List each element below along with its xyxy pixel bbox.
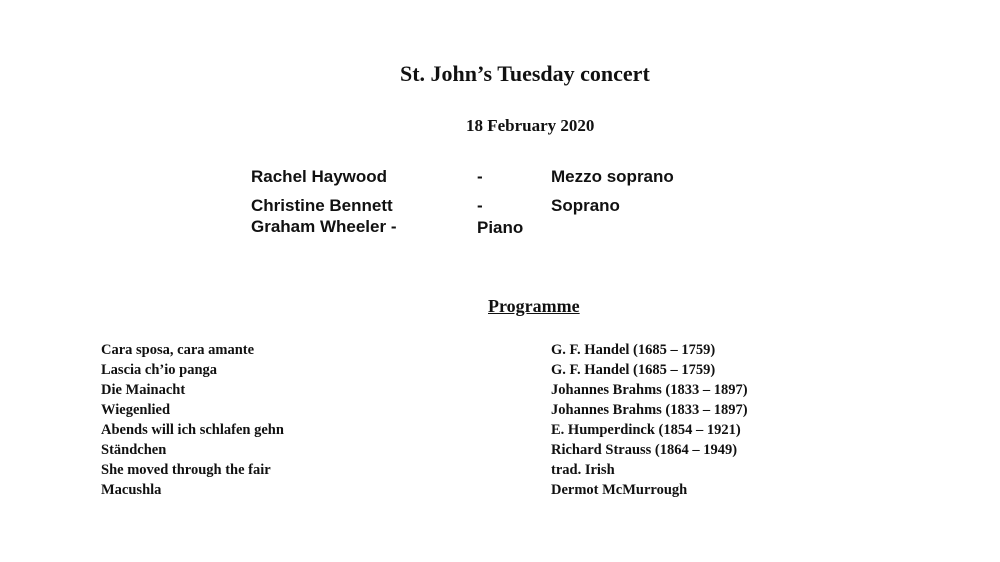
performer-separator: - xyxy=(477,167,483,186)
performer-name: Christine Bennett xyxy=(251,196,393,215)
programme-composer: Dermot McMurrough xyxy=(551,482,688,498)
programme-composer: Richard Strauss (1864 – 1949) xyxy=(551,442,738,458)
programme-composer: G. F. Handel (1685 – 1759) xyxy=(551,362,716,378)
programme-composers-list xyxy=(551,340,748,500)
performer-name: Graham Wheeler - xyxy=(251,217,397,236)
performer-name: Rachel Haywood xyxy=(251,167,388,186)
programme-composer: E. Humperdinck (1854 – 1921) xyxy=(551,422,741,438)
programme-work: She moved through the fair xyxy=(101,462,271,478)
programme-work: Wiegenlied xyxy=(101,402,171,418)
programme-work: Ständchen xyxy=(101,442,167,458)
programme-work: Lascia ch’io panga xyxy=(101,362,218,378)
programme-composer: G. F. Handel (1685 – 1759) xyxy=(551,342,716,358)
programme-heading: Programme xyxy=(488,296,580,316)
concert-date: 18 February 2020 xyxy=(466,116,595,135)
programme-work: Macushla xyxy=(101,482,162,498)
performer-role: Soprano xyxy=(551,196,620,215)
programme-composer: Johannes Brahms (1833 – 1897) xyxy=(551,402,748,418)
performer-separator: - xyxy=(477,196,483,215)
programme-work: Cara sposa, cara amante xyxy=(101,342,255,358)
programme-works-list xyxy=(101,340,284,500)
performer-role: Piano xyxy=(477,218,524,237)
programme-work: Die Mainacht xyxy=(101,382,186,398)
programme-composer: trad. Irish xyxy=(551,462,615,478)
programme-composer: Johannes Brahms (1833 – 1897) xyxy=(551,382,748,398)
programme-work: Abends will ich schlafen gehn xyxy=(101,422,284,438)
performer-role: Mezzo soprano xyxy=(551,167,674,186)
concert-title: St. John’s Tuesday concert xyxy=(400,61,650,86)
